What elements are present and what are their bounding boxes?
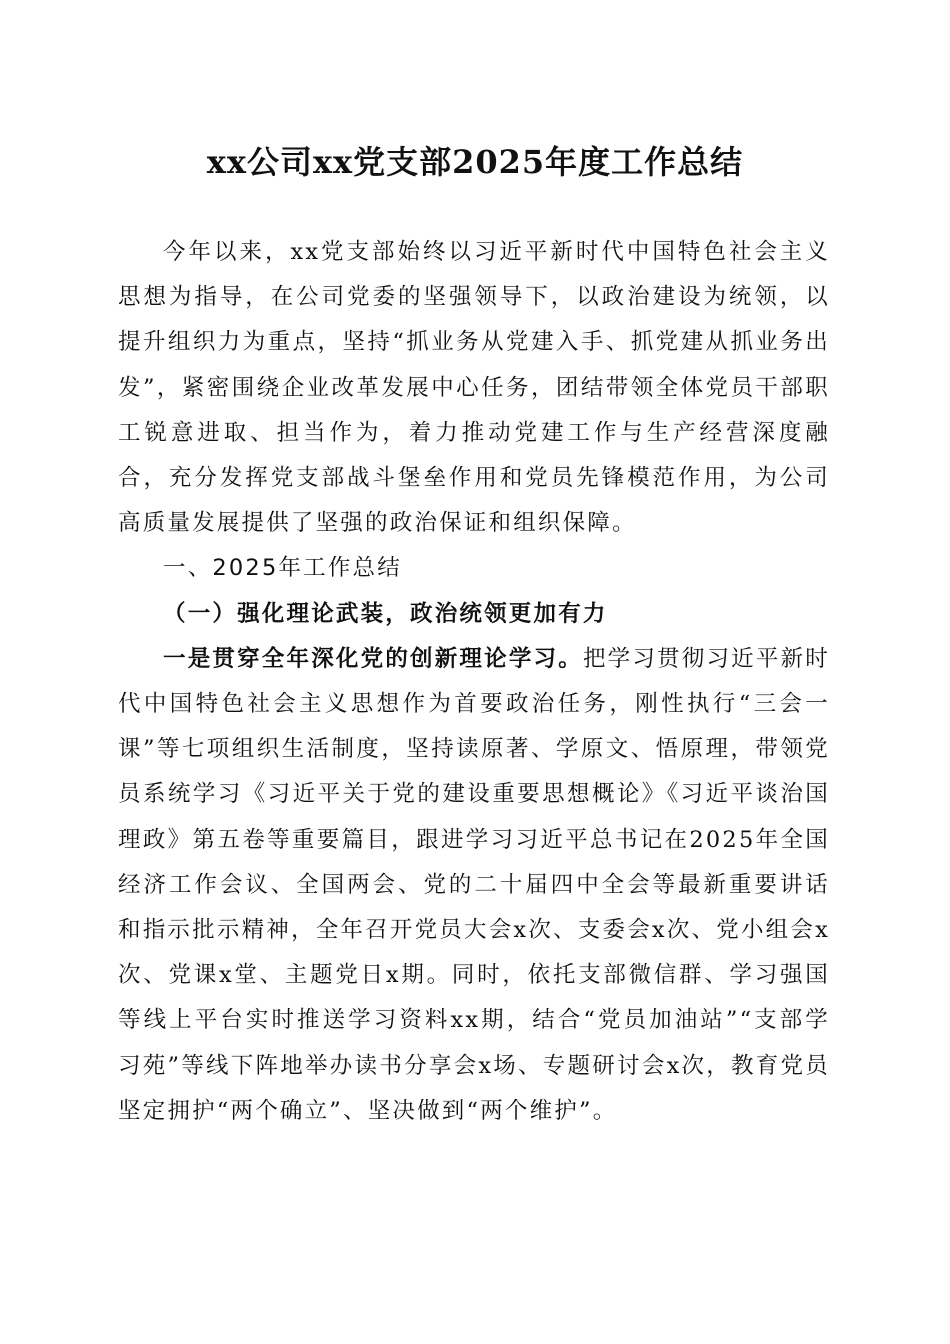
paragraph-lead: 一是贯穿全年深化党的创新理论学习。: [163, 645, 583, 672]
section-heading: 一、2025年工作总结: [163, 555, 402, 582]
subsection-heading: （一）强化理论武装，政治统领更加有力: [163, 600, 608, 627]
intro-paragraph: 今年以来，xx党支部始终以习近平新时代中国特色社会主义思想为指导，在公司党委的坚强领导下，以政治建设为统领，以提升组织力为重点，坚持“抓业务从党建入手、抓党建从抓业务出发”，紧密围绕企业改革发展中心任务，团结带领全体党员干部职工锐意进取、担当作为，着力推动党建工作与生产经营深度融合，充分发挥党支部战斗堡垒作用和党员先锋模范作用，为公司高质量发展提供了坚强的政治保证和组织保障。: [118, 239, 830, 537]
document-title: xx公司xx党支部2025年度工作总结: [206, 143, 744, 181]
document-body: [118, 230, 830, 1134]
subsection-paragraph: [118, 637, 830, 1134]
paragraph-text: 把学习贯彻习近平新时代中国特色社会主义思想作为首要政治任务，刚性执行“三会一课”等七项组织生活制度，坚持读原著、学原文、悟原理，带领党员系统学习《习近平关于党的建设重要思想概论》《习近平谈治国理政》第五卷等重要篇目，跟进学习习近平总书记在2025年全国经济工作会议、全国两会、党的二十届四中全会等最新重要讲话和指示批示精神，全年召开党员大会x次、支委会x次、党小组会x次、党课x堂、主题党日x期。同时，依托支部微信群、学习强国等线上平台实时推送学习资料xx期，结合“党员加油站”“支部学习苑”等线下阵地举办读书分享会x场、专题研讨会x次，教育党员坚定拥护“两个确立”、坚决做到“两个维护”。: [118, 645, 830, 1124]
